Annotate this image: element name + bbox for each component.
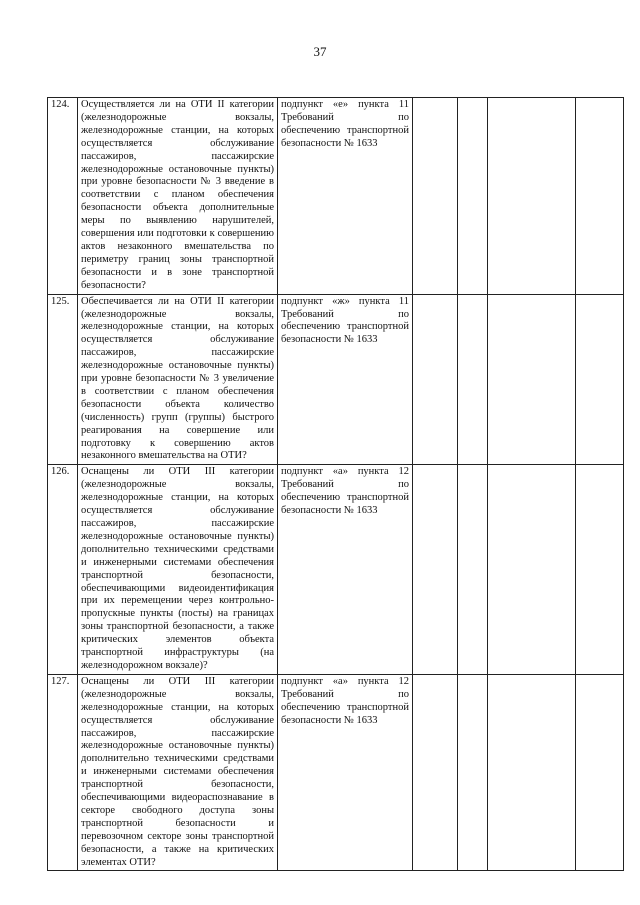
answer-cell-yes[interactable] xyxy=(413,674,458,871)
checklist-table xyxy=(47,97,624,871)
legal-reference: подпункт «а» пункта 12 Требований по обеспечению транспортной безопасности № 1633 xyxy=(278,465,413,675)
notes-cell[interactable] xyxy=(576,294,624,465)
notes-cell[interactable] xyxy=(576,465,624,675)
table-row xyxy=(48,674,624,871)
notes-cell[interactable] xyxy=(576,98,624,295)
page-number: 37 xyxy=(313,44,327,59)
table-row xyxy=(48,465,624,675)
question-text: Оснащены ли ОТИ III категории (железнодорожные вокзалы, железнодорожные станции, на которых осуществляется обслуживание пассажиров, пассажирские железнодорожные остановочные пункты) дополнительно техническими средствами и инженерными системами обеспечения транспортной безопасности, обеспечивающими видеораспознавание в секторе свободного доступа зоны транспортной безопасности и перевозочном секторе зоны транспортной безопасности, а также на критических элементах ОТИ? xyxy=(78,674,278,871)
answer-cell-not-applicable[interactable] xyxy=(488,98,576,295)
answer-cell-not-applicable[interactable] xyxy=(488,465,576,675)
table-row xyxy=(48,294,624,465)
answer-cell-no[interactable] xyxy=(458,294,488,465)
answer-cell-no[interactable] xyxy=(458,674,488,871)
question-text: Осуществляется ли на ОТИ II категории (железнодорожные вокзалы, железнодорожные станции, на которых осуществляется обслуживание пассажиров, пассажирские железнодорожные остановочные пункты) при уровне безопасности № 3 введение в соответствии с планом обеспечения безопасности объекта дополнительные меры по выявлению нарушителей, совершения или подготовки к совершению актов незаконного вмешательства по периметру границ зоны транспортной безопасности и в зоне транспортной безопасности? xyxy=(78,98,278,295)
answer-cell-yes[interactable] xyxy=(413,294,458,465)
table-row xyxy=(48,98,624,295)
question-text: Обеспечивается ли на ОТИ II категории (железнодорожные вокзалы, железнодорожные станции, на которых осуществляется обслуживание пассажиров, пассажирские железнодорожные остановочные пункты) при уровне безопасности № 3 увеличение в соответствии с планом обеспечения безопасности объекта количество (численность) групп (группы) быстрого реагирования на совершение или подготовку к совершению актов незаконного вмешательства на ОТИ? xyxy=(78,294,278,465)
row-number: 124. xyxy=(48,98,78,295)
answer-cell-yes[interactable] xyxy=(413,465,458,675)
answer-cell-no[interactable] xyxy=(458,98,488,295)
answer-cell-not-applicable[interactable] xyxy=(488,294,576,465)
row-number: 125. xyxy=(48,294,78,465)
answer-cell-no[interactable] xyxy=(458,465,488,675)
legal-reference: подпункт «е» пункта 11 Требований по обеспечению транспортной безопасности № 1633 xyxy=(278,98,413,295)
notes-cell[interactable] xyxy=(576,674,624,871)
legal-reference: подпункт «ж» пункта 11 Требований по обеспечению транспортной безопасности № 1633 xyxy=(278,294,413,465)
row-number: 127. xyxy=(48,674,78,871)
legal-reference: подпункт «а» пункта 12 Требований по обеспечению транспортной безопасности № 1633 xyxy=(278,674,413,871)
answer-cell-yes[interactable] xyxy=(413,98,458,295)
answer-cell-not-applicable[interactable] xyxy=(488,674,576,871)
question-text: Оснащены ли ОТИ III категории (железнодорожные вокзалы, железнодорожные станции, на которых осуществляется обслуживание пассажиров, пассажирские железнодорожные остановочные пункты) дополнительно техническими средствами и инженерными системами обеспечения транспортной безопасности, обеспечивающими видеоидентификация при их перемещении через контрольно-пропускные пункты (посты) на границах зоны транспортной безопасности, а также критических элементов объекта транспортной инфраструктуры (на железнодорожном вокзале)? xyxy=(78,465,278,675)
row-number: 126. xyxy=(48,465,78,675)
